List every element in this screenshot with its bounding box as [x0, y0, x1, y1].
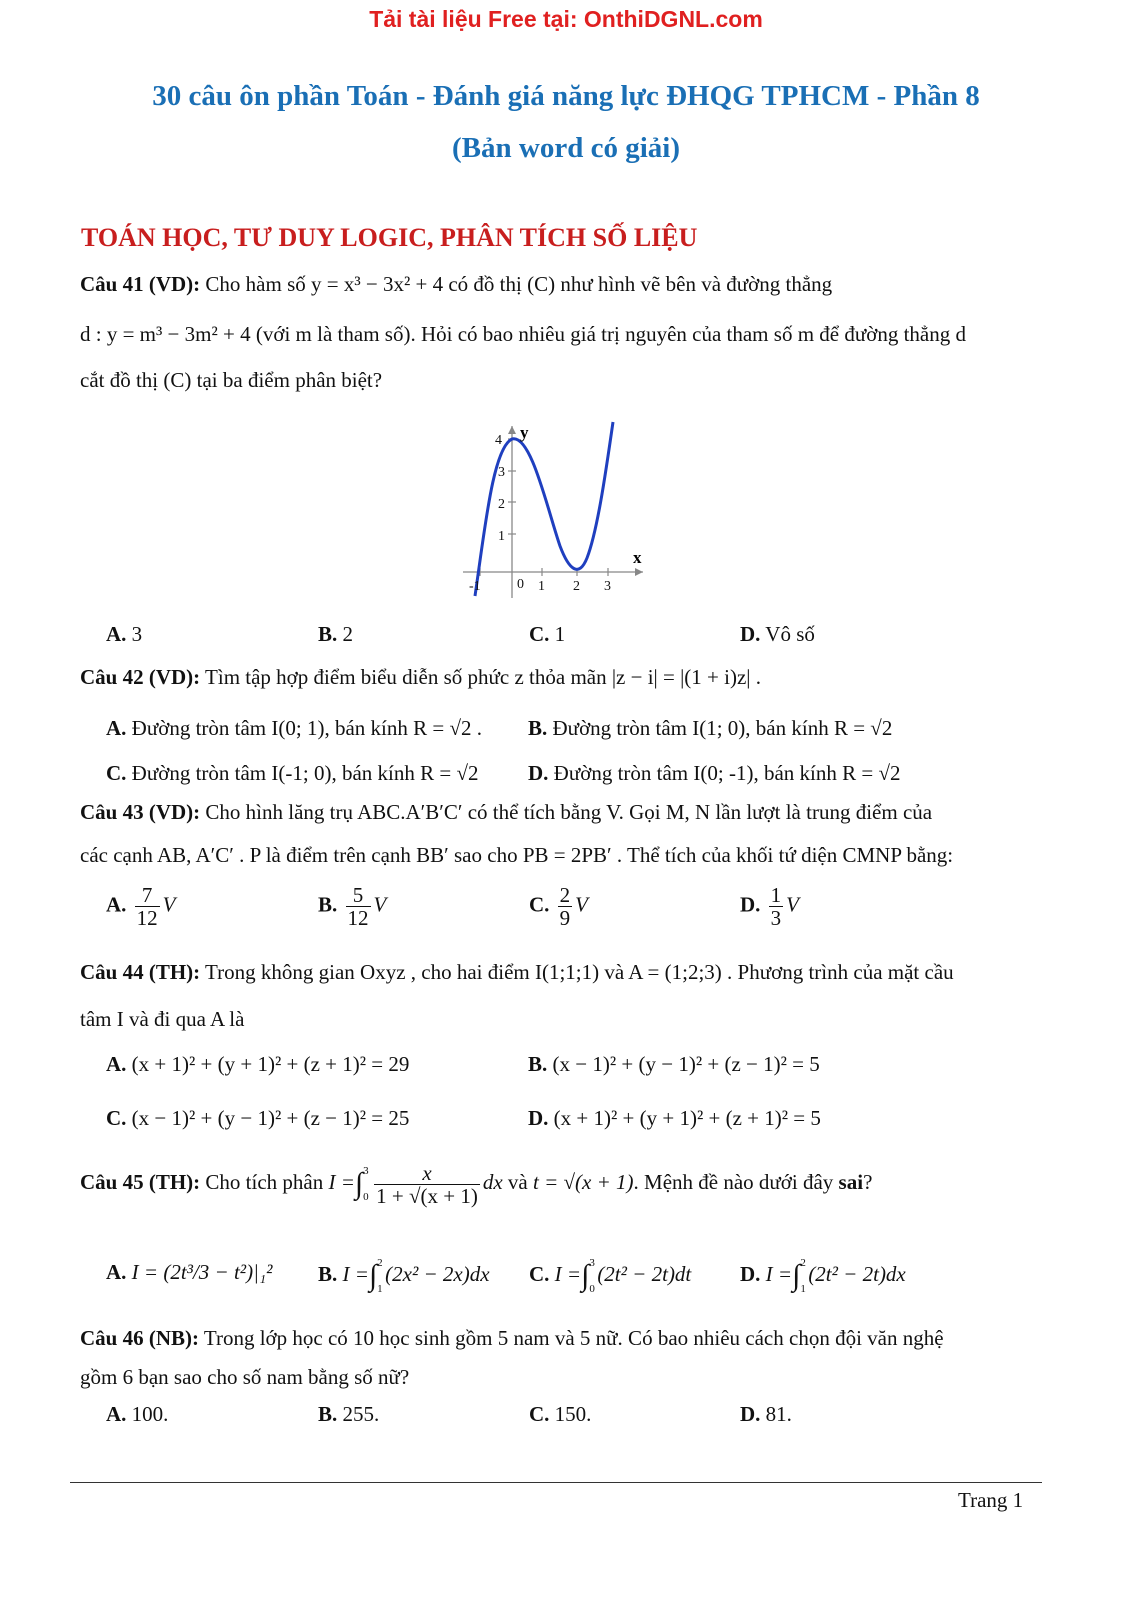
q44-line1 — [80, 958, 954, 986]
fraction: $\frac{5}{12}$ — [347, 883, 369, 930]
q43-label: Câu 43 (VD): — [80, 800, 201, 824]
q44-line2: tâm I và đi qua A là — [80, 1007, 245, 1031]
q41-text-1: Cho hàm số y = x³ − 3x² + 4 có đồ thị (C) như hình vẽ bên và đường thẳng — [205, 272, 833, 296]
q45-option-d[interactable]: D. I =∫ 2 1 (2t² − 2t)dx — [740, 1257, 906, 1295]
section-heading: TOÁN HỌC, TƯ DUY LOGIC, PHÂN TÍCH SỐ LIỆU — [81, 223, 698, 252]
q43-line1 — [80, 798, 932, 826]
q43-option-c[interactable]: C. $\frac{2}{9}$ V — [529, 883, 588, 930]
q42-option-b[interactable]: B. Đường tròn tâm I(1; 0), bán kính R = √2 — [528, 716, 893, 740]
y-tick-3: 3 — [498, 465, 505, 480]
q42-text: Tìm tập hợp điểm biểu diễn số phức z thỏa mãn |z − i| = |(1 + i)z| . — [205, 665, 761, 689]
q45-line: Câu 45 (TH): Cho tích phân I =∫ 3 0 $\frac{x}{1 + √(x + 1)}$ dx và t = √(x + 1). Mệnh đề nào dưới đây sai? — [80, 1160, 873, 1208]
y-tick-4: 4 — [495, 433, 502, 448]
fraction: $\frac{2}{9}$ — [559, 883, 571, 930]
fraction: $\frac{7}{12}$ — [136, 883, 158, 930]
y-axis-label: y — [520, 423, 529, 442]
q46-option-d[interactable]: D. 81. — [740, 1402, 792, 1426]
q43-option-b[interactable]: B. $\frac{5}{12}$ V — [318, 883, 387, 930]
x-axis-arrow-icon — [635, 568, 643, 576]
q42-option-d[interactable]: D. Đường tròn tâm I(0; -1), bán kính R = √2 — [528, 761, 901, 785]
fraction: $\frac{1}{3}$ — [770, 883, 782, 930]
document-subtitle: (Bản word có giải) — [452, 132, 680, 164]
q41-line2: d : y = m³ − 3m² + 4 (với m là tham số). Hỏi có bao nhiêu giá trị nguyên của tham số m để đường thẳng d — [80, 322, 966, 346]
q44-text-1: Trong không gian Oxyz , cho hai điểm I(1;1;1) và A = (1;2;3) . Phương trình của mặt cầu — [205, 960, 954, 984]
q46-text-1: Trong lớp học có 10 học sinh gồm 5 nam và 5 nữ. Có bao nhiêu cách chọn đội văn nghệ — [203, 1326, 944, 1350]
q46-label: Câu 46 (NB): — [80, 1326, 199, 1350]
q41-option-b[interactable]: B. 2 — [318, 622, 354, 646]
document-title: 30 câu ôn phần Toán - Đánh giá năng lực ĐHQG TPHCM - Phần 8 — [152, 80, 980, 112]
function-curve — [475, 422, 613, 596]
q42-line — [80, 663, 761, 691]
q42-option-a[interactable]: A. Đường tròn tâm I(0; 1), bán kính R = √2 . — [106, 716, 482, 740]
q43-line2: các cạnh AB, A′C′ . P là điểm trên cạnh BB′ sao cho PB = 2PB′ . Thể tích của khối tứ diện CMNP bằng: — [80, 843, 954, 867]
y-axis-arrow-icon — [508, 426, 516, 434]
integral-sign-icon: ∫ — [581, 1259, 590, 1292]
watermark-link[interactable]: Tải tài liệu Free tại: OnthiDGNL.com — [369, 6, 763, 32]
q46-option-a[interactable]: A. 100. — [106, 1402, 169, 1426]
q44-option-a[interactable]: A. (x + 1)² + (y + 1)² + (z + 1)² = 29 — [106, 1052, 410, 1076]
q46-option-b[interactable]: B. 255. — [318, 1402, 380, 1426]
q44-option-c[interactable]: C. (x − 1)² + (y − 1)² + (z − 1)² = 25 — [106, 1106, 410, 1130]
q41-option-c[interactable]: C. 1 — [529, 622, 566, 646]
footer-divider — [70, 1482, 1042, 1483]
q46-line2: gồm 6 bạn sao cho số nam bằng số nữ? — [80, 1365, 410, 1389]
integral-sign-icon: ∫ — [792, 1259, 801, 1292]
x-tick-3: 3 — [604, 579, 611, 594]
q44-option-b[interactable]: B. (x − 1)² + (y − 1)² + (z − 1)² = 5 — [528, 1052, 820, 1076]
y-tick-1: 1 — [498, 529, 505, 544]
q43-text-1: Cho hình lăng trụ ABC.A′B′C′ có thể tích bằng V. Gọi M, N lần lượt là trung điểm của — [205, 800, 933, 824]
q45-option-c[interactable]: C. I =∫ 3 0 (2t² − 2t)dt — [529, 1257, 692, 1295]
q44-label: Câu 44 (TH): — [80, 960, 201, 984]
x-tick-2: 2 — [573, 579, 580, 594]
q41-option-a[interactable]: A. 3 — [106, 622, 143, 646]
x-tick-neg1: -1 — [469, 579, 481, 594]
q46-line1 — [80, 1324, 944, 1352]
q43-option-a[interactable]: A. $\frac{7}{12}$ V — [106, 883, 176, 930]
q44-option-d[interactable]: D. (x + 1)² + (y + 1)² + (z + 1)² = 5 — [528, 1106, 821, 1130]
y-tick-2: 2 — [498, 497, 505, 512]
integral-sign-icon: ∫ — [354, 1167, 364, 1201]
q45-option-b[interactable]: B. I =∫ 2 1 (2x² − 2x)dx — [318, 1257, 490, 1295]
x-tick-1: 1 — [538, 579, 545, 594]
q42-label: Câu 42 (VD): — [80, 665, 201, 689]
q41-option-d[interactable]: D. Vô số — [740, 622, 815, 646]
q46-option-c[interactable]: C. 150. — [529, 1402, 592, 1426]
x-axis-label: x — [633, 548, 642, 567]
q41-label: Câu 41 (VD): — [80, 272, 201, 296]
q42-option-c[interactable]: C. Đường tròn tâm I(-1; 0), bán kính R = √2 — [106, 761, 479, 785]
integral-sign-icon: ∫ — [368, 1259, 378, 1292]
q45-label: Câu 45 (TH): — [80, 1170, 201, 1194]
x-tick-0: 0 — [517, 577, 524, 592]
q41-line1 — [80, 270, 1030, 298]
page-number: Trang 1 — [958, 1488, 1024, 1512]
q41-line3: cắt đồ thị (C) tại ba điểm phân biệt? — [80, 368, 383, 392]
integrand-fraction: $\frac{x}{1 + √(x + 1)}$ — [376, 1160, 478, 1208]
q43-option-d[interactable]: D. $\frac{1}{3}$ V — [740, 883, 799, 930]
q41-graph — [455, 418, 655, 603]
q45-option-a[interactable]: A. I = (2t³/3 − t²)|₁² — [106, 1260, 273, 1284]
